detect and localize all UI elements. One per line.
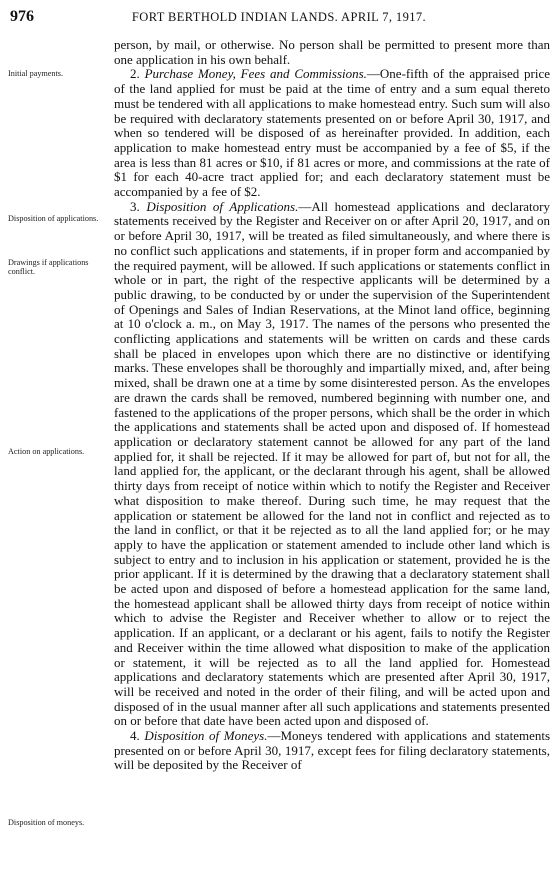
section-heading: Purchase Money, Fees and Commissions. xyxy=(144,66,367,82)
margin-note-disposition-of-applications: Disposition of applications. xyxy=(8,214,99,223)
margin-note-disposition-of-moneys: Disposition of moneys. xyxy=(8,818,85,827)
section-number: 3. xyxy=(130,198,140,214)
margin-note-drawings-if-conflict: Drawings if applications conflict. xyxy=(8,258,89,276)
running-head: FORT BERTHOLD INDIAN LANDS. APRIL 7, 1917. xyxy=(131,10,427,24)
section-text: —All homestead applications and declaratory statements received by the Register and Receiver on or after April 20, 1917, and on or before April 30, 1917, will be treated as filed simultaneously, and where there is no conflict such applications and statements, if in proper form and accompanied by the required payment, will be allowed. If such applications or statements conflict in whole or in part, the right of the respective applicants will be determined by a public drawing, to be conducted by or under the supervision of the Superintendent of Openings and Sales of Indian Reservations, at the Minot land office, beginning at 10 o'clock a. m., on May 3, 1917. The names of the persons who presented the conflicting applications and statements will be written on cards and these cards shall be placed in envelopes upon which there are no distinctive or identifying marks. These envelopes shall be thoroughly and impartially mixed, and, after being mixed, shall be drawn one at a time by some disinterested person. As the envelopes are drawn the cards shall be removed, numbered beginning with number one, and fastened to the applications of the proper persons, which shall be the order in which the applications and statements shall be acted upon and disposed of. If homestead application or declaratory statement cannot be allowed for any part of the land applied for, it shall be rejected. If it may be allowed for part of, but not for all, the land applied for, the applicant, or the declarant through his agent, shall be allowed thirty days from receipt of notice within which to notify the Register and Receiver what disposition to make thereof. During such time, he may request that the application or statement be allowed for the land not in conflict and rejected as to the land in conflict, or that it be rejected as to all the land applied for; or he may apply to have the application or statement amended to include other land which is subject to entry and to inclusion in his application or statement, provided he is the prior applicant. If it is determined by the drawing that a declaratory statement shall be acted upon and disposed of before a homestead application for the same land, the homestead applicant shall be allowed thirty days from receipt of notice within which to advise the Register and Receiver whether to allow or to reject the application. If an applicant, or a declarant or his agent, fails to notify the Register and Receiver within the time allowed what disposition to make of the application or statement, it will be rejected as to all the land applied for. Homestead applications and declaratory statements which are presented after April 30, 1917, will be received and noted in the order of their filing, and will be acted upon and disposed of in the usual manner after all such applications and statements presented on or before that date have been acted upon and disposed of. xyxy=(114,198,550,729)
margin-note-action-on-applications: Action on applications. xyxy=(8,447,85,456)
body-text xyxy=(114,38,550,773)
paragraph-purchase-money xyxy=(114,67,550,199)
section-heading: Disposition of Applications. xyxy=(146,198,299,214)
section-text: —Moneys tendered with applications and statements presented on or before April 30, 1917, except fees for filing declaratory statements, will be deposited by the Receiver of xyxy=(114,728,551,773)
paragraph-disposition-of-applications xyxy=(114,200,550,729)
page-number: 976 xyxy=(10,8,34,25)
section-text: —One-fifth of the appraised price of the land applied for must be paid at the time of entry and a sum equal thereto must be tendered with all applications to make homestead entry. Such sum will also be required with declaratory statements presented on or before April 30, 1917, and when so tendered will be disposed of as hereinafter provided. In addition, each application to make homestead entry must be accompanied by a fee of $5, if the area is less than 81 acres or $10, if 81 acres or more, and commissions at the rate of $1 for each 40-acre tract applied for; and each declaratory statement must be accompanied by a fee of $2. xyxy=(114,66,550,200)
section-heading: Disposition of Moneys. xyxy=(144,728,268,744)
section-number: 2. xyxy=(130,66,140,82)
page-header xyxy=(10,8,548,28)
paragraph-disposition-of-moneys xyxy=(114,729,550,773)
paragraph-continuation: person, by mail, or otherwise. No person shall be permitted to present more than one application in his own behalf. xyxy=(114,37,550,67)
section-number: 4. xyxy=(130,728,140,744)
margin-note-initial-payments: Initial payments. xyxy=(8,69,64,78)
